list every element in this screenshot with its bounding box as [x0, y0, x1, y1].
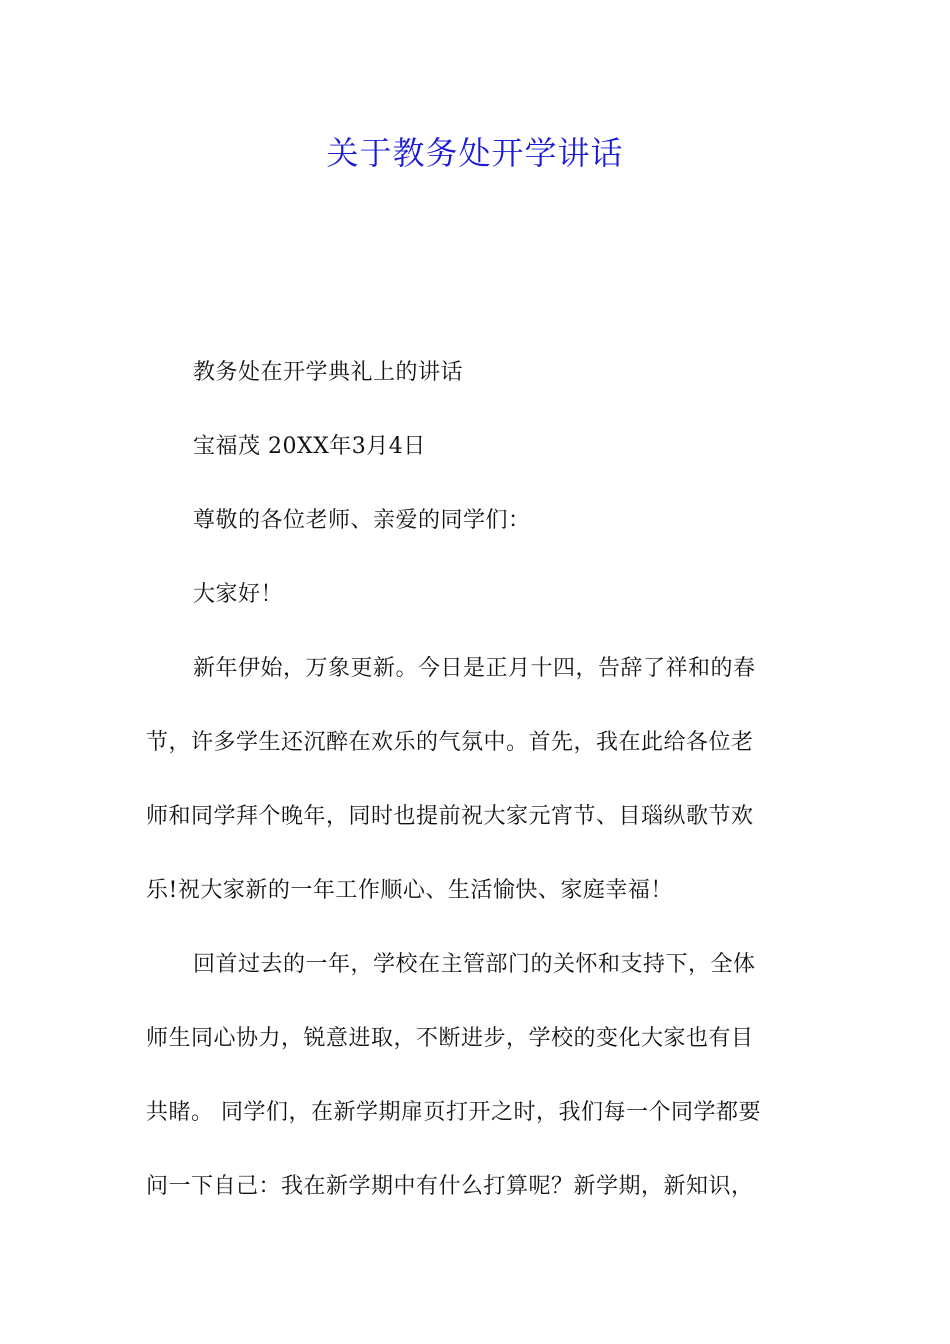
greeting-line: 大家好！ — [193, 582, 284, 607]
document-body — [146, 336, 806, 1224]
author-date-line: 宝福茂 20XX年3月4日 — [193, 434, 426, 459]
paragraph-1-line-2: 节，许多学生还沉醉在欢乐的气氛中。首先，我在此给各位老 — [146, 730, 754, 755]
salutation-line: 尊敬的各位老师、亲爱的同学们： — [193, 508, 531, 533]
paragraph-2-line-1: 回首过去的一年，学校在主管部门的关怀和支持下，全体 — [193, 952, 756, 977]
paragraph-2-line-4: 问一下自己：我在新学期中有什么打算呢？新学期，新知识， — [146, 1174, 754, 1199]
document-title: 关于教务处开学讲话 — [326, 134, 624, 172]
paragraph-1-line-4: 乐!祝大家新的一年工作顺心、生活愉快、家庭幸福！ — [146, 878, 673, 903]
paragraph-2-line-3: 共睹。 同学们，在新学期扉页打开之时，我们每一个同学都要 — [146, 1100, 761, 1125]
paragraph-2-line-2: 师生同心协力，锐意进取，不断进步，学校的变化大家也有目 — [146, 1026, 754, 1051]
paragraph-1-line-3: 师和同学拜个晚年，同时也提前祝大家元宵节、目瑙纵歌节欢 — [146, 804, 754, 829]
paragraph-1-line-1: 新年伊始，万象更新。今日是正月十四，告辞了祥和的春 — [193, 656, 756, 681]
subtitle-line: 教务处在开学典礼上的讲话 — [193, 360, 464, 385]
